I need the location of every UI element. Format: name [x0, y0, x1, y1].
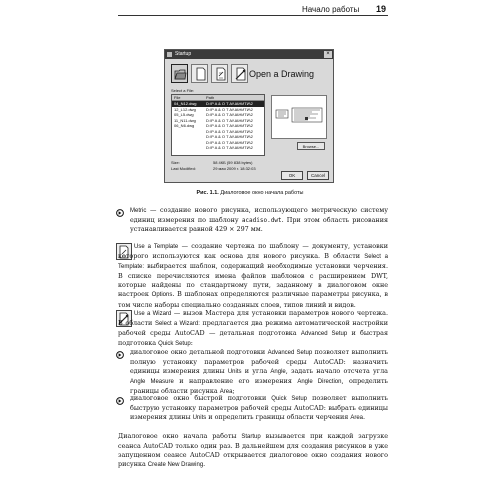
- page-header: [0, 0, 500, 22]
- file-path-cell: D:\P A & O T A\ЧАНИТИ\2: [206, 123, 253, 128]
- quick-setup-item: диалоговое окно быстрой подготовки Quick Setup позволяет выполнить быструю установку параметров рабочей среды AutoCAD: выбрать единицы измерения длины Units и определить границы области черчения Area.: [130, 394, 388, 422]
- open-drawing-button[interactable]: [171, 64, 188, 83]
- file-path-cell: D:\P A & O T A\ЧАНИТИ\2: [206, 145, 253, 150]
- drawing-preview: [271, 95, 327, 139]
- wizard-icon: [234, 67, 247, 81]
- file-name-cell: 12_L12.dwg: [174, 106, 196, 112]
- figure-label: Рис. 1.1.: [196, 190, 219, 196]
- figure-caption-text: Диалоговое окно начала работы: [220, 190, 304, 196]
- use-wizard-button[interactable]: [231, 64, 248, 83]
- term-select-a-wizard: Select a Wizard:: [154, 321, 200, 328]
- option-bullet-icon: [116, 351, 124, 359]
- term-use-a-wizard: Use a Wizard: [134, 311, 172, 317]
- last-modified-value: 29 мая 2009 г. 18:32:03: [213, 166, 256, 171]
- use-template-button[interactable]: [211, 64, 228, 83]
- column-header-file[interactable]: File: [174, 95, 181, 100]
- term-startup: Startup: [241, 434, 261, 440]
- file-size-row: [171, 160, 253, 165]
- file-name-cell: 05_L5.dwg: [174, 112, 194, 117]
- template-paragraph: Use a Template — создание чертежа по шаблону — документу, установки которого используются как основа для нового рисунка. В области Select a Template: выбирается шаблон, содержащий необходимые установки черчения. В списке перечисляются имена файлов шаблонов с расширением DWT, которые найдены по стандартному пути, заданному в диалоговом окне настроек Options. В шаблонах определяются различные параметры рисунка, в том числе наборы специально созданных слоев, типов линий и видов.: [118, 242, 389, 309]
- size-label: Size:: [171, 160, 180, 165]
- file-name-acadiso: acadiso.dwt: [241, 217, 282, 225]
- file-path-cell: D:\P A & O T A\ЧАНИТИ\2: [206, 128, 253, 134]
- file-name-cell: 11_N11.dwg: [174, 117, 196, 123]
- file-rows: [172, 101, 264, 151]
- file-name-cell: 04_N12.dwg: [174, 101, 197, 106]
- dialog-heading: Open a Drawing: [249, 69, 315, 79]
- wizard-paragraph: Use a Wizard — вызов Мастера для установки параметров нового чертежа. В области Select a Wizard: предлагается два режима автоматической настройки рабочей среды AutoCAD — детальная подготовка Advanced Setup и быстрая подготовка Quick Setup:: [118, 309, 389, 348]
- advanced-setup-item: диалоговое окно детальной подготовки Advanced Setup позволяет выполнить полную установку параметров рабочей среды AutoCAD: назначить единицы измерения длины Units и угла Angle, задать начало отсчета угла Angle Measure и направление его измерения Angle Direction, определить границы области рисунка Area;: [130, 348, 389, 396]
- file-list-row[interactable]: [172, 145, 264, 151]
- term-metric: Metric: [130, 208, 147, 214]
- file-name-cell: 06_N6.dwg: [174, 123, 195, 128]
- term-advanced-setup: Advanced Setup: [300, 331, 348, 338]
- file-path-cell: D:\P A & O T A\ЧАНИТИ\2: [206, 117, 253, 123]
- header-rule: [118, 15, 388, 16]
- folder-open-icon: [174, 67, 187, 81]
- template-icon: [214, 67, 227, 81]
- file-path-cell: D:\P A & O T A\ЧАНИТИ\2: [206, 101, 253, 106]
- option-bullet-icon: [116, 209, 124, 217]
- file-list[interactable]: [171, 94, 265, 156]
- term-select-a-template: Select a Template:: [118, 254, 388, 271]
- startup-dialog: [164, 49, 334, 183]
- term-options: Options: [151, 292, 173, 299]
- blank-page-icon: [194, 67, 207, 81]
- running-title: Начало работы: [302, 5, 360, 14]
- file-path-cell: D:\P A & O T A\ЧАНИТИ\2: [206, 112, 253, 117]
- metric-paragraph: Metric — создание нового рисунка, использующего метрическую систему единиц измерения по шаблону acadiso.dwt. При этом область рисования устанавливается равной 429 × 297 мм.: [130, 206, 388, 234]
- last-modified-label: Last Modified:: [171, 166, 196, 171]
- app-icon: [167, 52, 172, 57]
- dialog-title: Startup: [175, 51, 192, 57]
- file-path-cell: D:\P A & O T A\ЧАНИТИ\2: [206, 139, 253, 145]
- cancel-button[interactable]: Cancel: [307, 171, 329, 180]
- term-use-a-template: Use a Template: [134, 244, 179, 250]
- page-number: 19: [376, 4, 387, 14]
- start-from-scratch-button[interactable]: [191, 64, 208, 83]
- select-file-label: Select a File:: [171, 88, 195, 93]
- preview-thumbnail: [272, 96, 328, 140]
- file-path-cell: D:\P A & O T A\ЧАНИТИ\2: [206, 106, 253, 112]
- close-icon[interactable]: ×: [324, 51, 332, 58]
- dialog-titlebar: [165, 50, 333, 59]
- last-modified-row: [171, 166, 256, 171]
- browse-button[interactable]: Browse...: [297, 142, 325, 150]
- startup-paragraph: Диалоговое окно начала работы Startup вызывается при каждой загрузке сеанса AutoCAD только один раз. В дальнейшем для создания рисунков в уже запущенном сеансе AutoCAD открывается диалоговое окно создания нового рисунка Create New Drawing.: [118, 432, 388, 469]
- term-create-new-drawing: Create New Drawing: [147, 462, 204, 469]
- size-value: 58 4КБ (59 838 bytes): [213, 160, 253, 165]
- option-bullet-icon: [116, 397, 124, 405]
- figure-caption: [0, 190, 500, 196]
- ok-button[interactable]: OK: [281, 171, 303, 180]
- column-header-path[interactable]: Path: [206, 95, 215, 100]
- term-quick-setup: Quick Setup: [158, 341, 191, 348]
- file-path-cell: D:\P A & O T A\ЧАНИТИ\2: [206, 134, 253, 139]
